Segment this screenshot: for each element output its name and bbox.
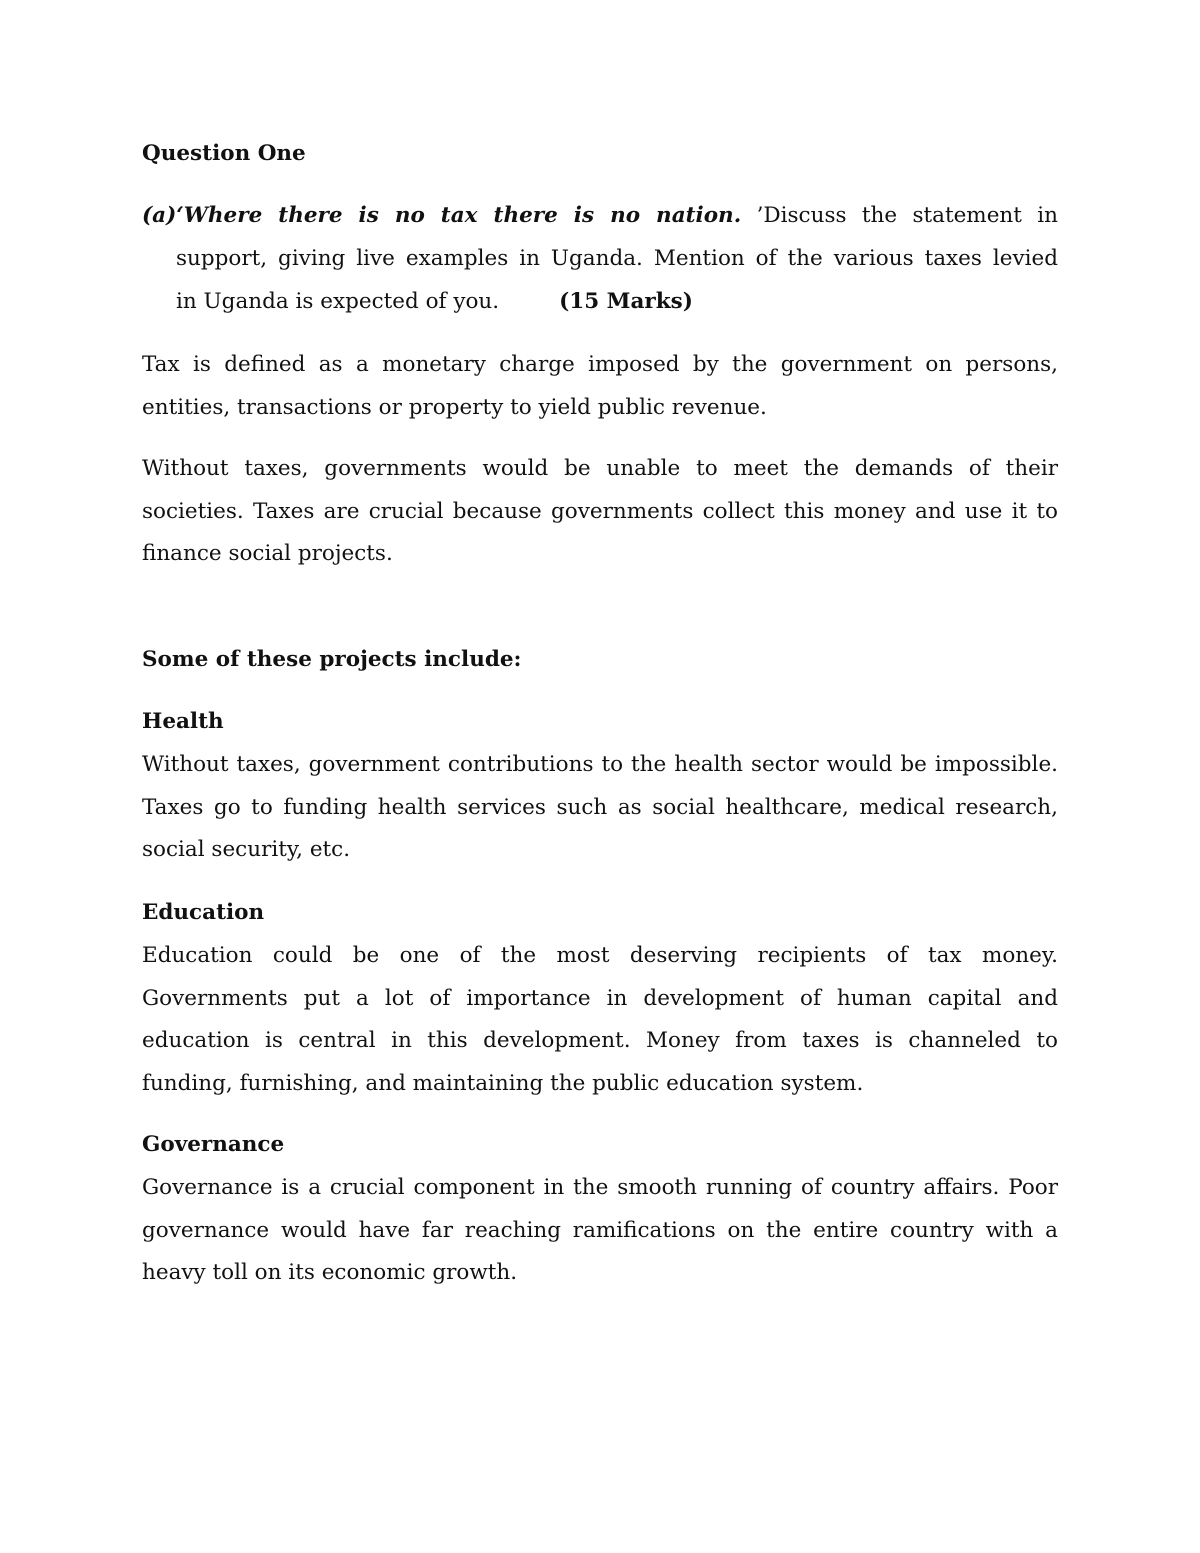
education-heading: Education [142,900,265,925]
question-title: Question One [142,141,306,166]
governance-paragraph: Governance is a crucial component in the smooth running of country affairs. Poor governance would have far reaching ramifications on the entire country with a heavy toll on its economic growth. [142,1175,1058,1285]
health-paragraph: Without taxes, government contributions to the health sector would be impossible. Taxes go to funding health services such as social healthcare, medical research, social security, etc. [142,752,1058,862]
question-a-line-2: support, giving live examples in Uganda. Mention of the various taxes levied [176,246,1058,271]
projects-heading: Some of these projects include: [142,647,522,672]
question-a-line3-text: in Uganda is expected of you. [176,289,500,314]
question-a-close-quote: ’ [756,203,764,228]
question-a-label: (a) [142,203,177,228]
definition-paragraph: Tax is defined as a monetary charge imposed by the government on persons, entities, transactions or property to yield public revenue. [142,352,1058,420]
question-a-quote: Where there is no tax there is no nation. [183,203,742,228]
importance-paragraph: Without taxes, governments would be unable to meet the demands of their societies. Taxes are crucial because governments collect this money and use it to finance social projects. [142,456,1058,566]
health-heading: Health [142,709,224,734]
question-a-open-quote: ‘ [176,203,184,228]
governance-heading: Governance [142,1132,285,1157]
question-a-marks: (15 Marks) [559,289,693,314]
question-a-line1-rest: Discuss the statement in [763,203,1058,228]
question-a-line-1 [142,195,1058,238]
question-a-line-3 [176,281,1058,324]
education-paragraph: Education could be one of the most deserving recipients of tax money. Governments put a lot of importance in development of human capital and education is central in this development. Money from taxes is channeled to funding, furnishing, and maintaining the public education system. [142,943,1058,1096]
